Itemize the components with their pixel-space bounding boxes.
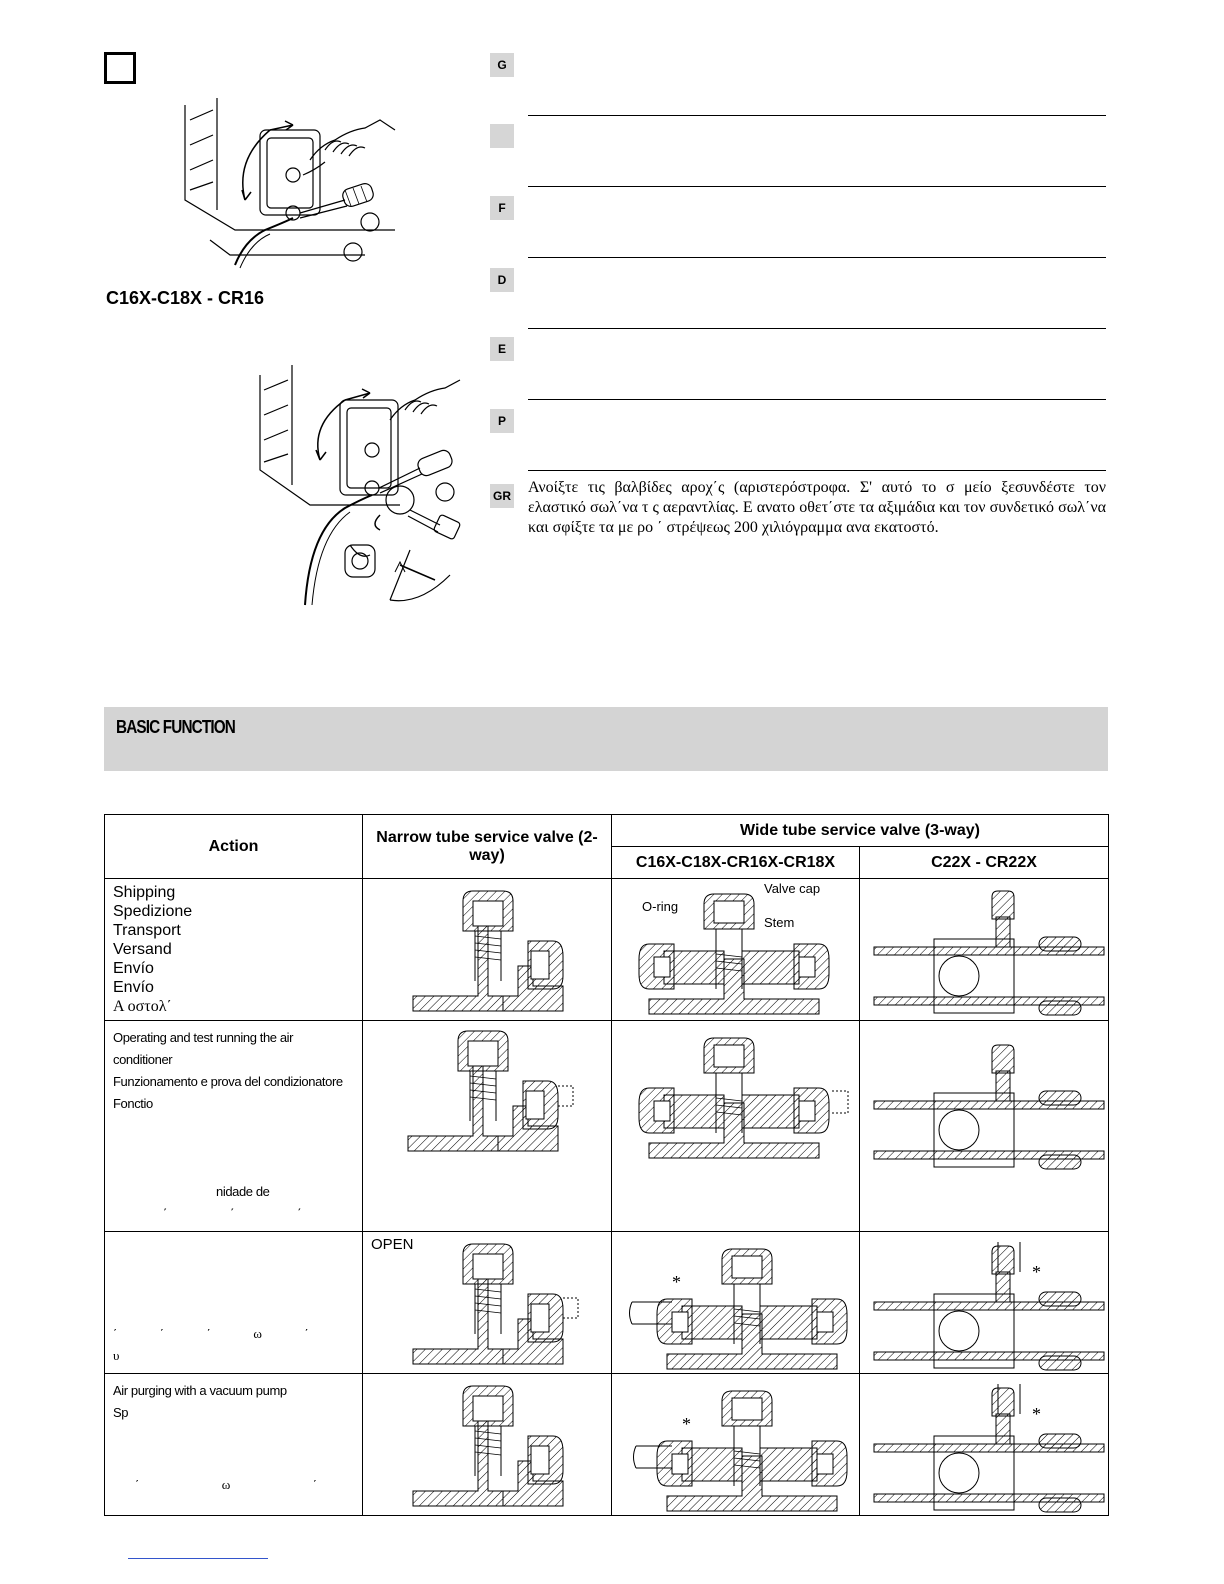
o-ring-label: O-ring — [642, 899, 679, 914]
action-cell — [105, 1232, 363, 1374]
table-row — [105, 879, 1109, 1021]
ball-valve-diagram — [860, 1021, 1109, 1232]
action-line — [113, 1159, 354, 1181]
asterisk-mark: * — [682, 1414, 691, 1434]
table-row — [105, 1021, 1109, 1232]
action-line: ΄ ΄ ΄ ω ΄ υ — [113, 1326, 309, 1363]
wide-valve-diagram — [612, 1374, 860, 1516]
lang-badge-blank — [490, 124, 514, 148]
action-line: Shipping — [113, 884, 176, 901]
action-line: ΄ ΄ ΄ — [163, 1206, 302, 1221]
action-line: Spedizione — [113, 903, 193, 920]
wide-valve-diagram — [612, 879, 860, 1021]
action-line: Transport — [113, 922, 181, 939]
action-line: Fonctio — [113, 1096, 153, 1111]
action-line: Envío — [113, 960, 154, 977]
ball-valve-diagram — [860, 1374, 1109, 1516]
narrow-valve-diagram — [363, 1021, 612, 1232]
separator-line — [528, 328, 1106, 329]
footer-link-underline[interactable] — [128, 1558, 268, 1559]
narrow-valve-diagram — [363, 1232, 612, 1374]
action-cell — [105, 1021, 363, 1232]
action-line: Air purging with a vacuum pump — [113, 1383, 287, 1398]
action-line — [113, 1446, 354, 1468]
header-wide-valve-c22: C22X - CR22X — [860, 847, 1109, 879]
action-line — [113, 1137, 354, 1159]
asterisk-mark: * — [672, 1272, 681, 1292]
valve-opening-illustration-bottom — [250, 350, 470, 610]
action-cell — [105, 1374, 363, 1516]
greek-instruction-text: Ανοίξτε τις βαλβίδες αροχ΄ς (αριστερόστροφα. Σ' αυτό το σ μείο ξεσυνδέστε τον ελαστικό σωλ΄να τ ς αεραντλίας. Ε ανατο οθετ΄στε τα αξιμάδια και τον συνδετικό σωλ΄να και σφίξτε τα με ρο ΄ στρέψεως 200 χιλιόγραμμα ανα εκατοστό. — [528, 479, 1106, 536]
separator-line — [528, 115, 1106, 116]
action-line: ΄ ω ΄ — [135, 1477, 317, 1492]
action-line: Operating and test running the air conditioner — [113, 1030, 294, 1067]
table-row — [105, 1232, 1109, 1374]
action-line: Envío — [113, 979, 154, 996]
lang-badge-e: E — [490, 337, 514, 361]
separator-line — [528, 257, 1106, 258]
wide-valve-diagram — [612, 1021, 860, 1232]
header-wide-valve: Wide tube service valve (3-way) — [612, 815, 1109, 847]
asterisk-mark: * — [1032, 1262, 1041, 1282]
valve-cap-label: Valve cap — [764, 881, 821, 896]
action-line: Versand — [113, 941, 172, 958]
header-wide-valve-c16: C16X-C18X-CR16X-CR18X — [612, 847, 860, 879]
action-line — [113, 1424, 354, 1446]
narrow-valve-diagram — [363, 879, 612, 1021]
action-line — [113, 1115, 354, 1137]
lang-badge-d: D — [490, 268, 514, 292]
action-line: Funzionamento e prova del condizionatore — [113, 1074, 343, 1089]
ball-valve-diagram — [860, 1232, 1109, 1374]
separator-line — [528, 470, 1106, 471]
narrow-valve-diagram — [363, 1374, 612, 1516]
separator-line — [528, 399, 1106, 400]
basic-function-table — [104, 814, 1109, 1516]
action-line: nidade de — [216, 1184, 270, 1199]
ball-valve-diagram — [860, 879, 1109, 1021]
lang-badge-f: F — [490, 196, 514, 220]
section-header-bar — [104, 707, 1108, 771]
action-cell — [105, 879, 363, 1021]
header-narrow-valve: Narrow tube service valve (2-way) — [363, 815, 612, 879]
wide-valve-diagram — [612, 1232, 860, 1374]
asterisk-mark: * — [1032, 1404, 1041, 1424]
step-indicator-box — [104, 52, 136, 84]
lang-badge-g: G — [490, 53, 514, 77]
open-label: OPEN — [371, 1236, 414, 1253]
header-action: Action — [105, 815, 363, 879]
action-line: Α οστολ΄ — [113, 998, 172, 1015]
lang-badge-gr: GR — [490, 484, 514, 508]
stem-label: Stem — [764, 915, 795, 930]
lang-badge-p: P — [490, 409, 514, 433]
action-line: Sp — [113, 1405, 129, 1420]
section-title: BASIC FUNCTION — [116, 717, 235, 737]
separator-line — [528, 186, 1106, 187]
valve-opening-illustration-top — [165, 90, 405, 280]
table-row — [105, 1374, 1109, 1516]
model-title: C16X-C18X - CR16 — [106, 288, 265, 308]
